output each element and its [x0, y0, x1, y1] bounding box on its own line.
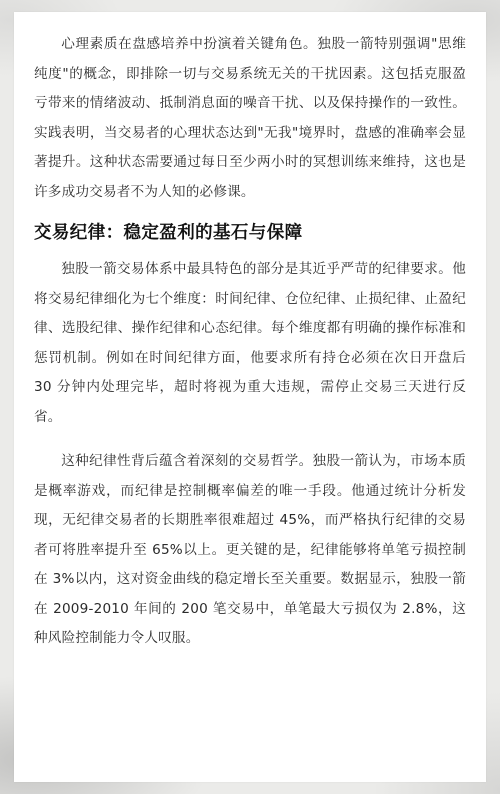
paragraph-discipline-dimensions: 独股一箭交易体系中最具特色的部分是其近乎严苛的纪律要求。他将交易纪律细化为七个维度：时间纪律、仓位纪律、止损纪律、止盈纪律、选股纪律、操作纪律和心态纪律。每个维度都有明确的操作标准和惩罚机制。例如在时间纪律方面，他要求所有持仓必须在次日开盘后 30 分钟内处理完毕，超时将视为重大违规，需停止交易三天进行反省。: [34, 261, 466, 425]
article-body: [34, 30, 466, 654]
section-heading: 交易纪律：稳定盈利的基石与保障: [34, 223, 303, 243]
paragraph-psychology: 心理素质在盘感培养中扮演着关键角色。独股一箭特别强调"思维纯度"的概念，即排除一切与交易系统无关的干扰因素。这包括克服盈亏带来的情绪波动、抵制消息面的噪音干扰、以及保持操作的一致性。实践表明，当交易者的心理状态达到"无我"境界时，盘感的准确率会显著提升。这种状态需要通过每日至少两小时的冥想训练来维持，这也是许多成功交易者不为人知的必修课。: [34, 36, 466, 200]
paragraph-discipline-philosophy: 这种纪律性背后蕴含着深刻的交易哲学。独股一箭认为，市场本质是概率游戏，而纪律是控制概率偏差的唯一手段。他通过统计分析发现，无纪律交易者的长期胜率很难超过 45%，而严格执行纪律的交易者可将胜率提升至 65%以上。更关键的是，纪律能够将单笔亏损控制在 3%以内，这对资金曲线的稳定增长至关重要。数据显示，独股一箭在 2009-2010 年间的 200 笔交易中，单笔最大亏损仅为 2.8%，这种风险控制能力令人叹服。: [34, 453, 466, 646]
